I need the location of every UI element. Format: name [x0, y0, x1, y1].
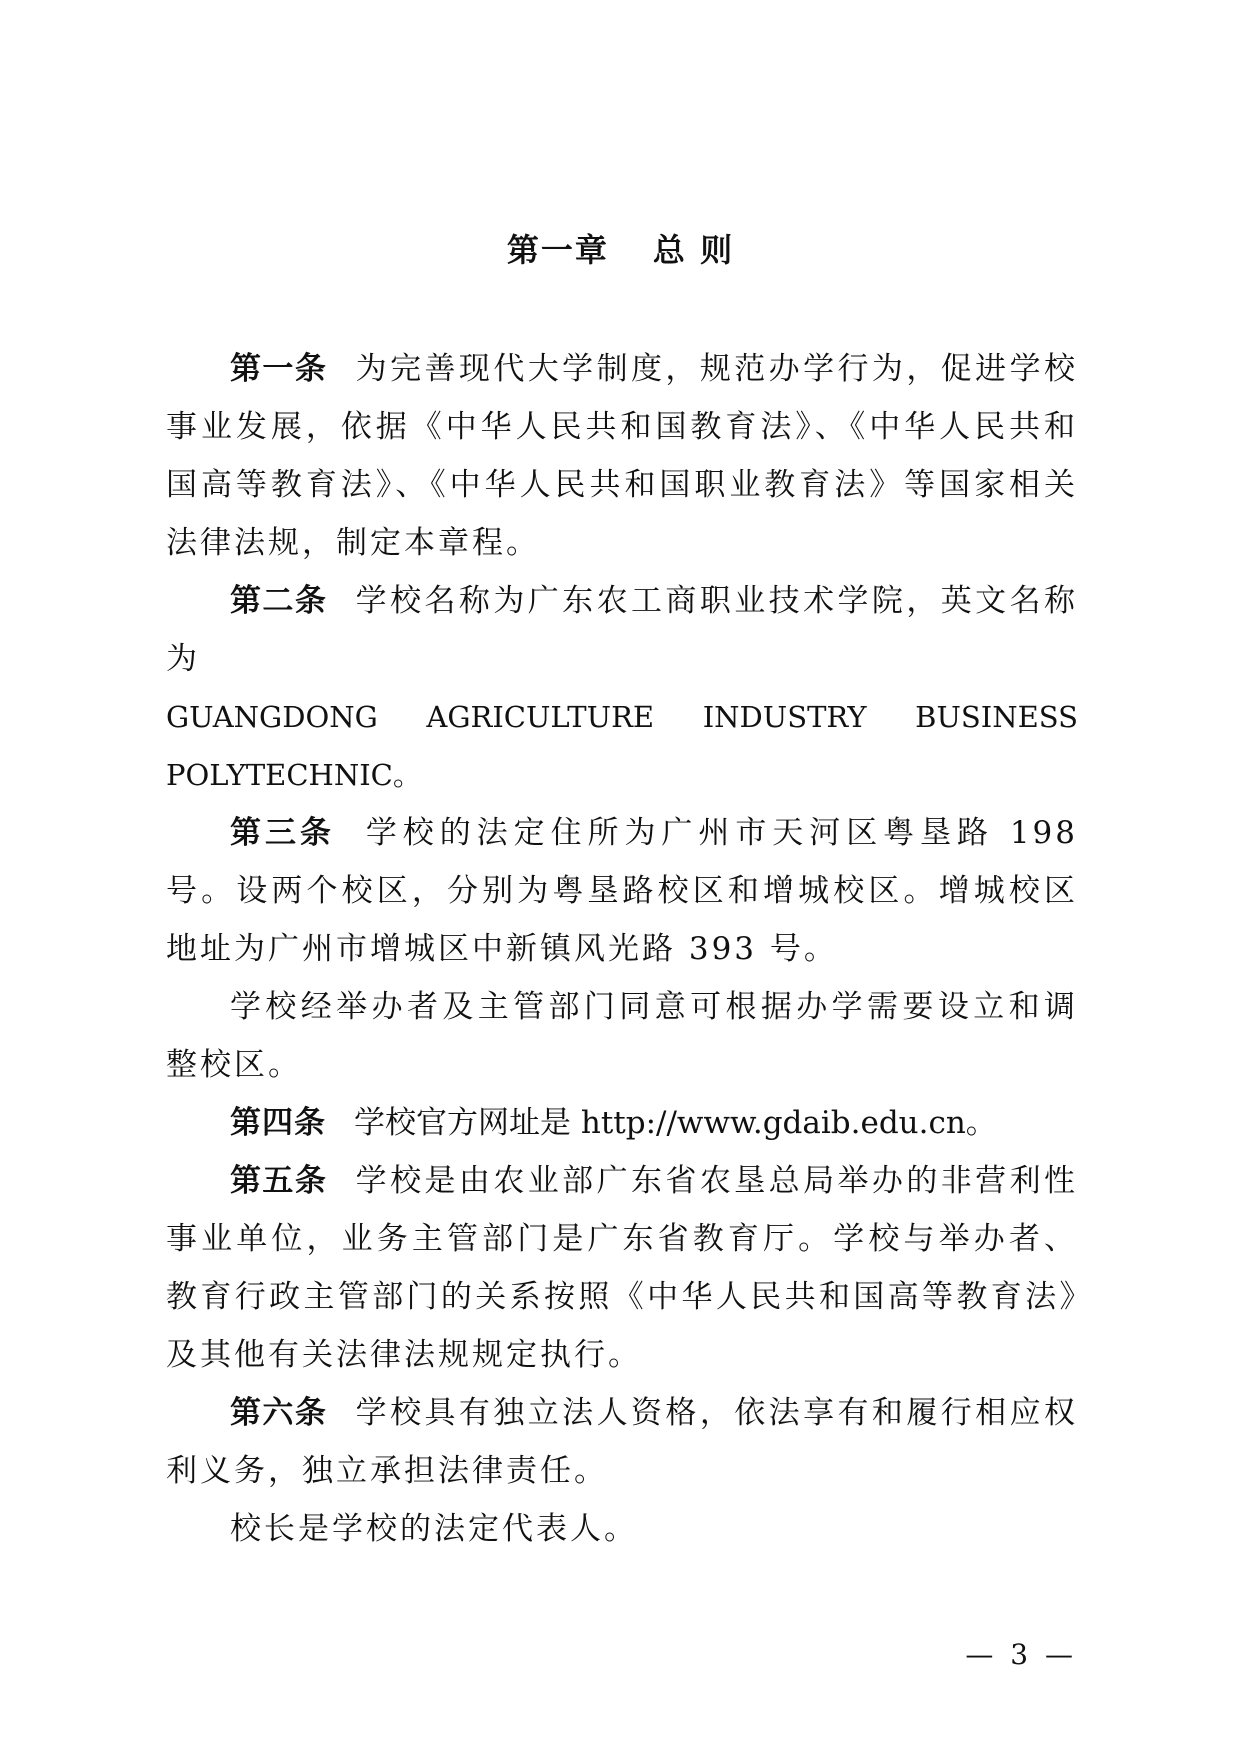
article-label: 第一条	[230, 351, 328, 387]
english-name-tail: POLYTECHNIC。	[166, 758, 422, 792]
chapter-heading	[0, 230, 1241, 270]
article-5	[166, 1152, 1078, 1384]
article-text: 学校具有独立法人资格，依法享有和履行相应权利义务，独立承担法律责任。	[166, 1395, 1078, 1489]
article-1	[166, 340, 1078, 572]
article-text: 学校名称为广东农工商职业技术学院，英文名称为	[166, 583, 1078, 677]
article-label: 第二条	[230, 583, 328, 619]
english-name-word: BUSINESS	[915, 700, 1078, 734]
article-label: 第六条	[230, 1395, 328, 1431]
article-text: 学校是由农业部广东省农垦总局举办的非营利性事业单位，业务主管部门是广东省教育厅。学校与举办者、教育行政主管部门的关系按照《中华人民共和国高等教育法》及其他有关法律法规规定执行。	[166, 1163, 1078, 1373]
article-label: 第三条	[230, 815, 335, 851]
page-number: — 3 —	[965, 1638, 1077, 1671]
article-3	[166, 804, 1078, 978]
document-body	[166, 340, 1078, 1558]
article-6-extra: 校长是学校的法定代表人。	[230, 1511, 638, 1547]
article-text: 学校的法定住所为广州市天河区粤垦路 198 号。设两个校区，分别为粤垦路校区和增城校区。增城校区地址为广州市增城区中新镇风光路 393 号。	[166, 815, 1078, 967]
chapter-number: 第一章	[506, 231, 609, 269]
english-name-word: AGRICULTURE	[426, 700, 655, 734]
article-text: 学校官方网址是 http://www.gdaib.edu.cn。	[354, 1105, 997, 1141]
english-name-word: INDUSTRY	[702, 700, 867, 734]
article-text: 为完善现代大学制度，规范办学行为，促进学校事业发展，依据《中华人民共和国教育法》、《中华人民共和国高等教育法》、《中华人民共和国职业教育法》等国家相关法律法规，制定本章程。	[166, 351, 1078, 561]
article-3-extra: 学校经举办者及主管部门同意可根据办学需要设立和调整校区。	[166, 989, 1078, 1083]
chapter-title: 总 则	[652, 231, 735, 269]
article-2	[166, 572, 1078, 688]
english-name-line	[166, 688, 1078, 746]
article-6	[166, 1384, 1078, 1500]
article-label: 第四条	[230, 1105, 326, 1141]
article-4	[166, 1094, 1078, 1152]
english-name-word: GUANGDONG	[166, 700, 378, 734]
article-label: 第五条	[230, 1163, 328, 1199]
